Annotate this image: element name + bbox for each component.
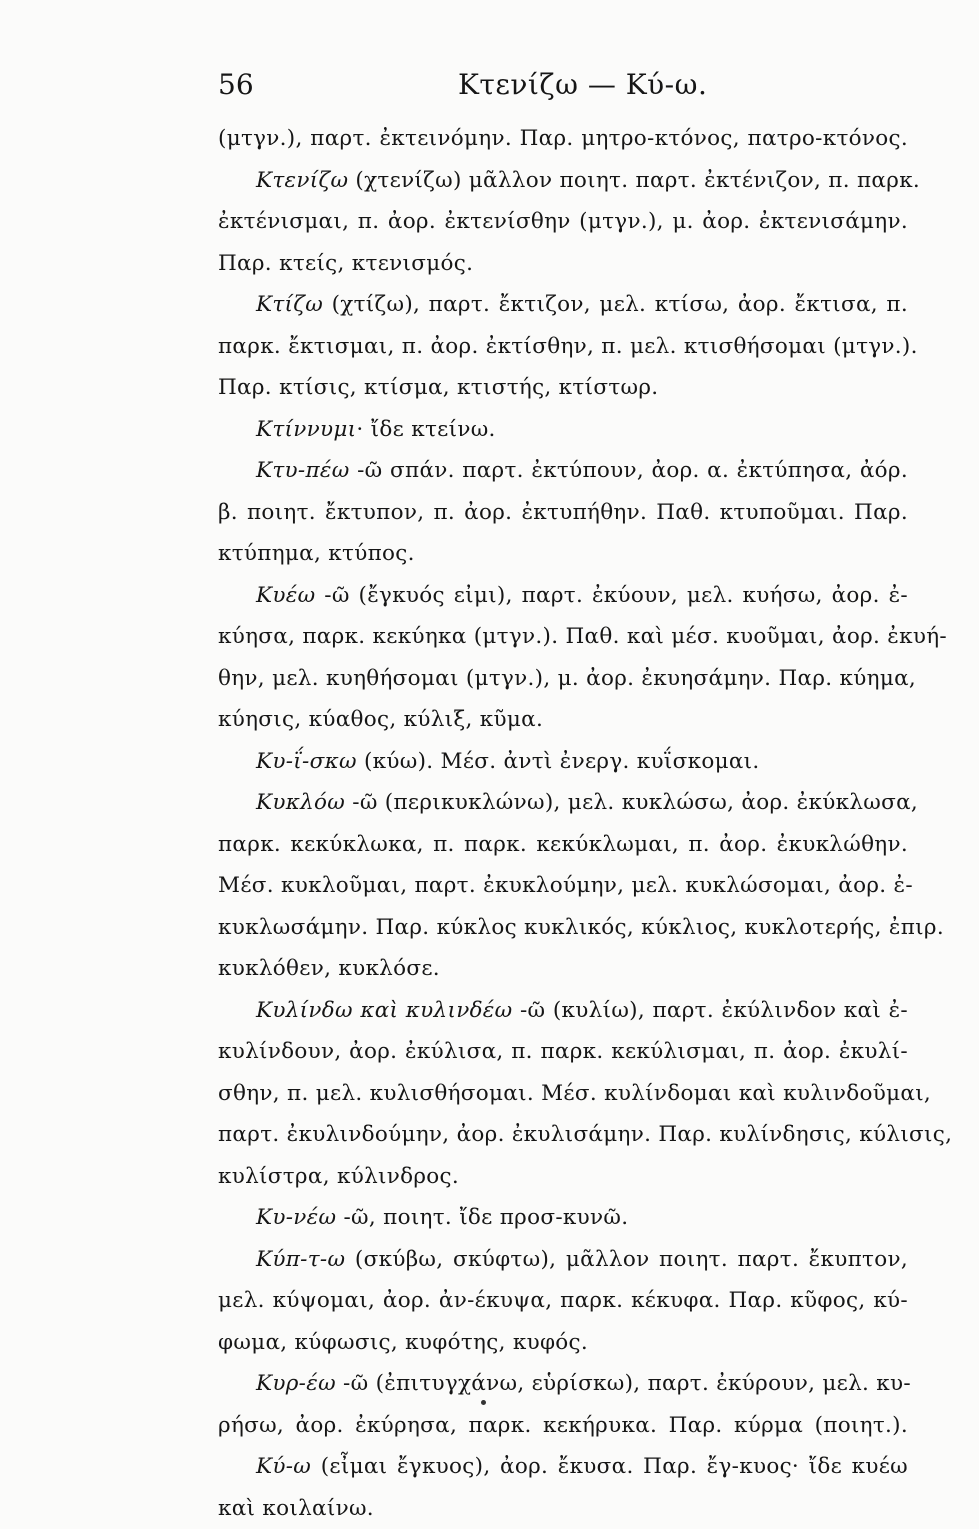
headword: Κύ-ω	[256, 1454, 311, 1479]
text-line	[218, 699, 908, 741]
line-text: Παρ. κτείς, κτενισμός.	[218, 251, 473, 276]
line-text: παρτ. ἐκυλινδούμην, ἀορ. ἐκυλισάμην. Παρ. κυλίνδησις, κύλισις,	[218, 1122, 952, 1147]
entry-line	[218, 1363, 908, 1405]
line-text: β. ποιητ. ἔκτυπον, π. ἀορ. ἐκτυπήθην. Παθ. κτυποῦμαι. Παρ.	[218, 500, 908, 525]
text-line	[218, 1114, 908, 1156]
entry-line	[218, 990, 908, 1032]
dictionary-body	[218, 118, 908, 1529]
text-line	[218, 1322, 908, 1364]
ink-dot	[481, 1400, 486, 1405]
headword: Κτίζω	[256, 292, 323, 317]
page-number: 56	[218, 68, 254, 101]
text-line	[218, 1031, 908, 1073]
text-line	[218, 1488, 908, 1529]
line-text: (μτγν.), παρτ. ἐκτεινόμην. Παρ. μητρο-κτόνος, πατρο-κτόνος.	[218, 126, 908, 151]
headword: Κτίννυμι	[256, 417, 356, 442]
entry-line	[218, 409, 908, 451]
line-text: (χτενίζω) μᾶλλον ποιητ. παρτ. ἐκτένιζον, π. παρκ.	[348, 168, 920, 193]
line-text: σθην, π. μελ. κυλισθήσομαι. Μέσ. κυλίνδομαι καὶ κυλινδοῦμαι,	[218, 1081, 931, 1106]
line-text: -ῶ (ἔγκυός εἰμι), παρτ. ἐκύουν, μελ. κυήσω, ἀορ. ἐ-	[315, 583, 908, 608]
text-line	[218, 948, 908, 990]
text-line	[218, 1156, 908, 1198]
entry-line	[218, 160, 908, 202]
line-text: ἐκτένισμαι, π. ἀορ. ἐκτενίσθην (μτγν.), μ. ἀορ. ἐκτενισάμην.	[218, 209, 908, 234]
page-header	[218, 68, 908, 108]
text-line	[218, 201, 908, 243]
line-text: ρήσω, ἀορ. ἐκύρησα, παρκ. κεκήρυκα. Παρ. κύρμα (ποιητ.).	[218, 1413, 908, 1438]
line-text: Μέσ. κυκλοῦμαι, παρτ. ἐκυκλούμην, μελ. κυκλώσομαι, ἀορ. ἐ-	[218, 873, 913, 898]
entry-line	[218, 741, 908, 783]
headword: Κυρ-έω	[256, 1371, 336, 1396]
line-text: Παρ. κτίσις, κτίσμα, κτιστής, κτίστωρ.	[218, 375, 658, 400]
line-text: (κύω). Μέσ. ἀντὶ ἐνεργ. κυΐσκομαι.	[357, 749, 760, 774]
entry-line	[218, 1446, 908, 1488]
headword: Κυ-νέω	[256, 1205, 336, 1230]
headword: Κτυ-πέω	[256, 458, 350, 483]
line-text: καὶ κοιλαίνω.	[218, 1496, 374, 1521]
line-text: μελ. κύψομαι, ἀορ. ἀν-έκυψα, παρκ. κέκυφα. Παρ. κῦφος, κύ-	[218, 1288, 908, 1313]
headword: Κυκλόω	[256, 790, 345, 815]
text-line	[218, 367, 908, 409]
text-line	[218, 865, 908, 907]
line-text: κτύπημα, κτύπος.	[218, 541, 415, 566]
line-text: κύησα, παρκ. κεκύηκα (μτγν.). Παθ. καὶ μέσ. κυοῦμαι, ἀορ. ἐκυή-	[218, 624, 947, 649]
line-text: κυκλόθεν, κυκλόσε.	[218, 956, 440, 981]
text-line	[218, 1280, 908, 1322]
text-line	[218, 907, 908, 949]
line-text: φωμα, κύφωσις, κυφότης, κυφός.	[218, 1330, 588, 1355]
line-text: · ἴδε κτείνω.	[356, 417, 495, 442]
headword: Κτενίζω	[256, 168, 348, 193]
line-text: -ῶ (ἐπιτυγχάνω, εὑρίσκω), παρτ. ἐκύρουν, μελ. κυ-	[336, 1371, 911, 1396]
text-line	[218, 1073, 908, 1115]
text-line	[218, 243, 908, 285]
headword: Κυέω	[256, 583, 315, 608]
headword: Κύπ-τ-ω	[256, 1247, 345, 1272]
line-text: -ῶ σπάν. παρτ. ἐκτύπουν, ἀορ. α. ἐκτύπησα, ἀόρ.	[350, 458, 908, 483]
line-text: (εἶμαι ἔγκυος), ἀορ. ἔκυσα. Παρ. ἔγ-κυος· ἴδε κυέω	[311, 1454, 908, 1479]
headword: Κυλίνδω καὶ κυλινδέω	[256, 998, 512, 1023]
text-line	[218, 326, 908, 368]
entry-line	[218, 575, 908, 617]
text-line	[218, 824, 908, 866]
line-text: κυλίνδουν, ἀορ. ἐκύλισα, π. παρκ. κεκύλισμαι, π. ἀορ. ἐκυλί-	[218, 1039, 908, 1064]
line-text: κύησις, κύαθος, κύλιξ, κῦμα.	[218, 707, 543, 732]
line-text: παρκ. ἔκτισμαι, π. ἀορ. ἐκτίσθην, π. μελ. κτισθήσομαι (μτγν.).	[218, 334, 918, 359]
line-text: (χτίζω), παρτ. ἔκτιζον, μελ. κτίσω, ἀορ. ἔκτισα, π.	[323, 292, 908, 317]
line-text: -ῶ (κυλίω), παρτ. ἐκύλινδον καὶ ἐ-	[512, 998, 908, 1023]
line-text: -ῶ (περικυκλώνω), μελ. κυκλώσω, ἀορ. ἐκύκλωσα,	[345, 790, 918, 815]
line-text: κυλίστρα, κύλινδρος.	[218, 1164, 459, 1189]
entry-line	[218, 450, 908, 492]
entry-line	[218, 1239, 908, 1281]
text-line	[218, 533, 908, 575]
line-text: -ῶ, ποιητ. ἴδε προσ-κυνῶ.	[336, 1205, 628, 1230]
entry-line	[218, 782, 908, 824]
entry-line	[218, 284, 908, 326]
line-text: θην, μελ. κυηθήσομαι (μτγν.), μ. ἀορ. ἐκυησάμην. Παρ. κύημα,	[218, 666, 916, 691]
line-text: παρκ. κεκύκλωκα, π. παρκ. κεκύκλωμαι, π. ἀορ. ἐκυκλώθην.	[218, 832, 908, 857]
text-line	[218, 1405, 908, 1447]
text-line	[218, 616, 908, 658]
line-text: κυκλωσάμην. Παρ. κύκλος κυκλικός, κύκλιος, κυκλοτερής, ἐπιρ.	[218, 915, 944, 940]
text-line	[218, 658, 908, 700]
running-head: Κτενίζω — Κύ-ω.	[458, 68, 707, 101]
headword: Κυ-ΐ-σκω	[256, 749, 357, 774]
text-line	[218, 492, 908, 534]
line-text: (σκύβω, σκύφτω), μᾶλλον ποιητ. παρτ. ἔκυπτον,	[345, 1247, 908, 1272]
entry-line	[218, 1197, 908, 1239]
text-line	[218, 118, 908, 160]
